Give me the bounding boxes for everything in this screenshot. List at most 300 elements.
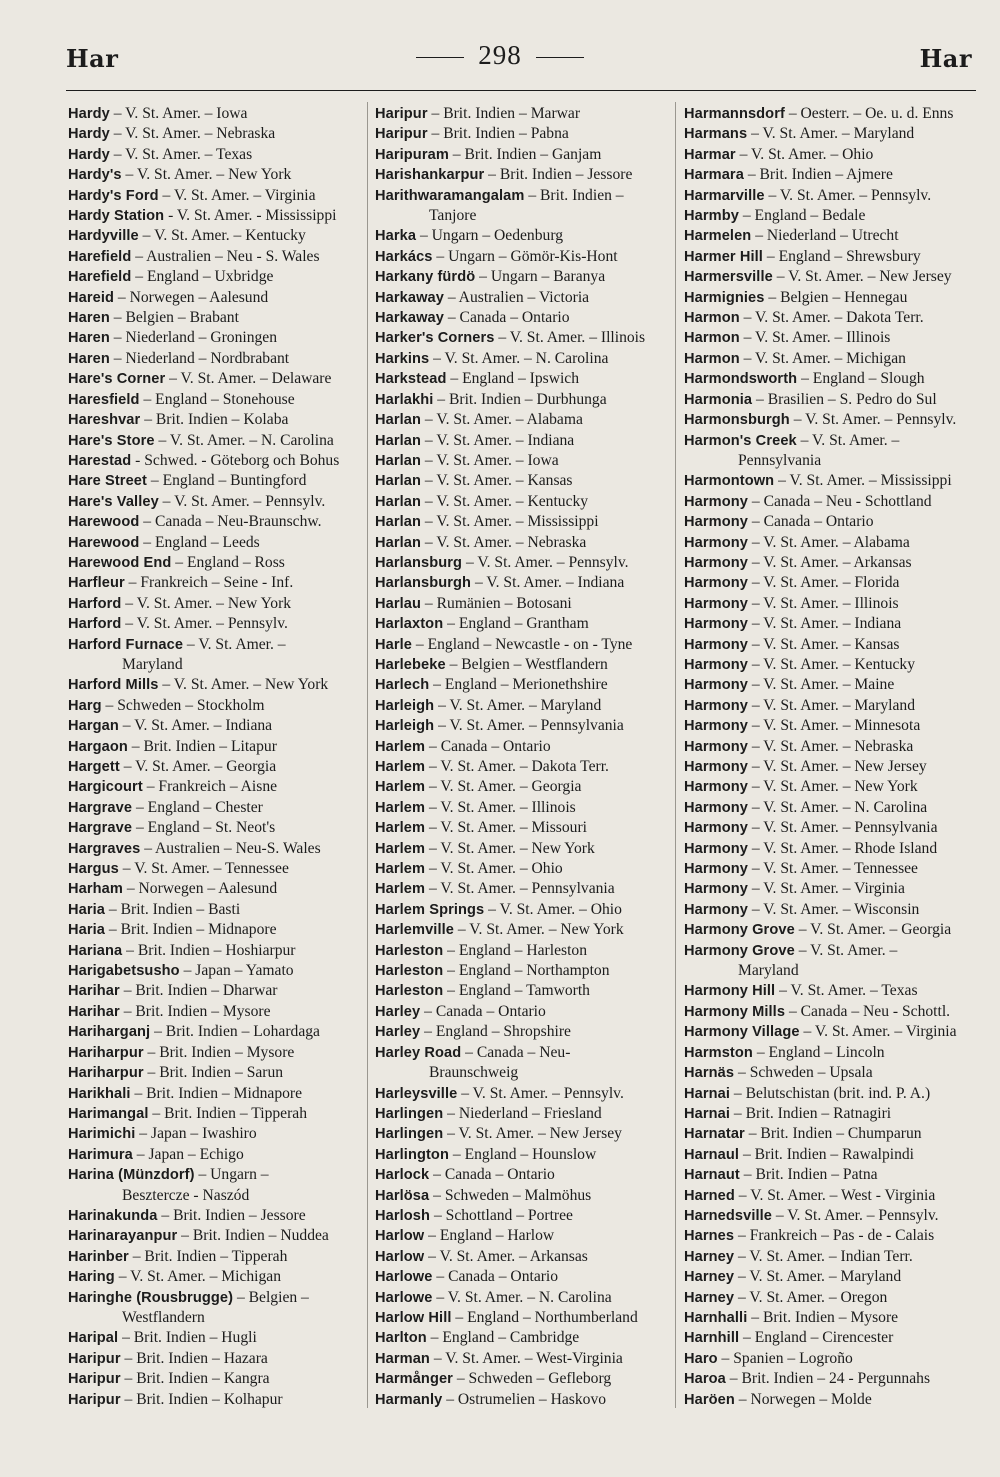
entry-headword: Haröen	[684, 1391, 735, 1408]
entry-description: – V. St. Amer. – Ohio	[484, 900, 622, 918]
entry-headword: Harmersville	[684, 269, 773, 286]
entry-description: – England – Northumberland	[451, 1308, 638, 1326]
gazetteer-entry	[375, 471, 673, 491]
entry-description: – Ungarn – Oedenburg	[416, 227, 564, 245]
entry-headword: Harlem	[375, 820, 426, 837]
entry-headword: Hare's Valley	[68, 493, 159, 510]
entry-headword: Haripuram	[375, 146, 449, 163]
entry-description: Braunschweig	[429, 1064, 519, 1082]
gazetteer-entry	[375, 1043, 673, 1063]
entry-headword: Harnhalli	[684, 1309, 748, 1326]
entry-headword: Harmony	[684, 861, 748, 878]
entry-headword: Harewood End	[68, 554, 172, 571]
entry-description: – Schweden – Gefleborg	[452, 1370, 612, 1388]
entry-description: – Brit. Indien – Ajmere	[743, 166, 893, 184]
gazetteer-entry	[684, 186, 976, 206]
entry-headword: Harikhali	[68, 1085, 131, 1102]
entry-headword: Harmony	[684, 677, 748, 694]
entry-continuation	[684, 961, 976, 981]
gazetteer-entry	[375, 941, 673, 961]
entry-description: – V. St. Amer. – Maine	[747, 676, 895, 694]
entry-continuation	[68, 1186, 366, 1206]
entry-description: – Brit. Indien – Midnapore	[130, 1084, 303, 1102]
entry-description: – V. St. Amer. – Minnesota	[747, 717, 921, 735]
entry-headword: Hargraves	[68, 840, 141, 857]
entry-headword: Harlock	[375, 1167, 430, 1184]
gazetteer-entry	[684, 1022, 976, 1042]
entry-headword: Haringhe (Rousbrugge)	[68, 1289, 234, 1306]
entry-headword: Harlow	[375, 1228, 425, 1245]
entry-headword: Harmony Grove	[684, 942, 795, 959]
entry-headword: Harmon	[684, 350, 740, 367]
gazetteer-entry	[375, 553, 673, 573]
gazetteer-entry	[68, 1124, 366, 1144]
gazetteer-entry	[375, 145, 673, 165]
gazetteer-entry	[375, 757, 673, 777]
entry-description: – Brit. Indien – Hazara	[120, 1349, 268, 1367]
entry-headword: Harefield	[68, 248, 132, 265]
gazetteer-entry	[375, 124, 673, 144]
gazetteer-entry	[375, 798, 673, 818]
gazetteer-entry	[68, 553, 366, 573]
gazetteer-entry	[375, 533, 673, 553]
entry-headword: Harlan	[375, 493, 422, 510]
entry-headword: Harfleur	[68, 575, 125, 592]
gazetteer-entry	[68, 288, 366, 308]
entry-description: – England – Merionethshire	[429, 676, 608, 694]
entry-continuation	[68, 1308, 366, 1328]
entry-description: – Brit. Indien – Ganjam	[448, 145, 602, 163]
entry-description: – V. St. Amer. –	[183, 635, 286, 653]
entry-description: – Brit. Indien – Sarun	[143, 1064, 284, 1082]
gazetteer-entry	[684, 145, 976, 165]
entry-description: – Canada – Ontario	[747, 513, 874, 531]
entry-description: – V. St. Amer. – Michigan	[739, 349, 906, 367]
entry-description: – England – Northampton	[443, 962, 610, 980]
entry-headword: Harkstead	[375, 371, 447, 388]
entry-description: – Brit. Indien – Tipperah	[148, 1104, 308, 1122]
gazetteer-entry	[68, 226, 366, 246]
entry-description: Maryland	[738, 962, 799, 980]
entry-description: – V. St. Amer. – Maryland	[434, 696, 602, 714]
entry-description: – England – Uxbridge	[131, 268, 274, 286]
entry-description: – V. St. Amer. – Tennessee	[118, 860, 289, 878]
gazetteer-entry	[375, 1022, 673, 1042]
entry-description: – V. St. Amer. – Pennsylv.	[772, 1206, 939, 1224]
entry-headword: Harnatar	[684, 1126, 745, 1143]
gazetteer-entry	[68, 349, 366, 369]
entry-headword: Harlan	[375, 514, 422, 531]
gazetteer-entry	[375, 675, 673, 695]
entry-description: – Brit. Indien – Litapur	[127, 737, 277, 755]
entry-description: – Brit. Indien – Kangra	[120, 1370, 270, 1388]
entry-description: – V. St. Amer. – Tennessee	[747, 860, 918, 878]
gazetteer-entry	[68, 696, 366, 716]
entry-description: – Canada – Neu - Schottl.	[785, 1002, 951, 1020]
entry-headword: Hargett	[68, 759, 120, 775]
gazetteer-entry	[68, 492, 366, 512]
entry-headword: Harmony	[684, 534, 748, 551]
entry-continuation	[68, 655, 366, 675]
gazetteer-entry	[68, 1226, 366, 1246]
gazetteer-entry	[68, 1145, 366, 1165]
entry-description: – Brit. Indien – Lohardaga	[150, 1023, 320, 1041]
entry-headword: Harnai	[684, 1085, 731, 1102]
gazetteer-entry	[375, 1267, 673, 1287]
entry-description: – V. St. Amer. – Oregon	[734, 1288, 888, 1306]
gazetteer-entry	[375, 104, 673, 124]
entry-headword: Harney	[684, 1269, 735, 1286]
gazetteer-entry	[68, 328, 366, 348]
entry-headword: Hardy	[68, 106, 110, 122]
entry-headword: Harmston	[684, 1044, 753, 1061]
entry-headword: Harlau	[375, 595, 422, 612]
entry-headword: Harlem	[375, 779, 426, 796]
entry-headword: Harlem	[375, 840, 426, 857]
entry-headword: Harford	[68, 595, 122, 612]
entry-headword: Harkaway	[375, 310, 444, 327]
entry-description: – V. St. Amer. – Maryland	[747, 125, 915, 143]
entry-headword: Harmony	[684, 595, 748, 612]
entry-description: – Brit. Indien – Chumparun	[744, 1125, 922, 1143]
entry-description: – Brit. Indien – Midnapore	[105, 921, 277, 939]
entry-description: – Ungarn – Baranya	[475, 268, 606, 286]
gazetteer-entry	[375, 818, 673, 838]
entry-headword: Harley Road	[375, 1044, 462, 1061]
entry-headword: Haresfield	[68, 391, 140, 408]
gazetteer-entry	[375, 390, 673, 410]
entry-headword: Harmony	[684, 554, 748, 571]
entry-headword: Harmarville	[684, 187, 765, 204]
entry-headword: Hardy	[68, 146, 110, 163]
gazetteer-entry	[68, 777, 366, 797]
entry-description: – V. St. Amer. – Dakota Terr.	[425, 758, 609, 775]
entry-headword: Haripal	[68, 1330, 119, 1347]
entry-description: – Frankreich – Seine - Inf.	[124, 574, 294, 592]
entry-headword: Harmony	[684, 636, 748, 653]
entry-description: – V. St. Amer. – Illinois	[739, 329, 891, 347]
entry-headword: Haripur	[375, 126, 428, 143]
entry-headword: Harnäs	[684, 1065, 735, 1082]
entry-headword: Harlech	[375, 677, 430, 694]
entry-headword: Harker's Corners	[375, 330, 495, 347]
entry-headword: Harlan	[375, 412, 422, 429]
entry-headword: Harmignies	[684, 289, 765, 306]
entry-description: – V. St. Amer. – Illinois	[425, 798, 576, 816]
entry-description: – V. St. Amer. – Iowa	[109, 105, 248, 122]
gazetteer-entry	[375, 737, 673, 757]
entry-headword: Hare Street	[68, 473, 147, 490]
gazetteer-entry	[68, 737, 366, 757]
entry-headword: Harlem	[375, 759, 426, 775]
gazetteer-entry	[684, 247, 976, 267]
gazetteer-entry	[375, 165, 673, 185]
entry-headword: Harmony Hill	[684, 983, 776, 1000]
gazetteer-entry	[375, 1104, 673, 1124]
entry-headword: Haripur	[68, 1391, 121, 1408]
entry-description: – V. St. Amer. – Kansas	[421, 472, 573, 490]
gazetteer-entry	[375, 900, 673, 920]
entry-headword: Harned	[684, 1187, 735, 1204]
entry-description: – Niederland – Nordbrabant	[109, 349, 290, 367]
entry-headword: Haring	[68, 1269, 115, 1286]
entry-headword: Harmony	[684, 493, 748, 510]
entry-description: – V. St. Amer. – Rhode Island	[747, 839, 938, 857]
gazetteer-entry	[68, 390, 366, 410]
entry-description: – Japan – Yamato	[179, 962, 294, 980]
entry-description: – Canada – Neu-	[461, 1043, 571, 1061]
gazetteer-entry	[68, 533, 366, 553]
entry-description: – Brit. Indien – Patna	[739, 1166, 878, 1184]
entry-description: – V. St. Amer. – N. Carolina	[429, 349, 609, 367]
entry-description: – Japan – Iwashiro	[135, 1125, 257, 1143]
gazetteer-entry	[375, 1165, 673, 1185]
entry-headword: Haripur	[68, 1371, 121, 1388]
gazetteer-entry	[375, 879, 673, 899]
gazetteer-entry	[684, 777, 976, 797]
entry-headword: Harmondsworth	[684, 371, 798, 388]
entry-headword: Harmon	[684, 330, 740, 347]
entry-description: – V. St. Amer. – Pennsylvania	[434, 717, 624, 735]
entry-headword: Harmontown	[684, 473, 775, 490]
entry-description: – Schweden – Stockholm	[101, 696, 265, 714]
entry-description: – V. St. Amer. – Delaware	[165, 370, 332, 388]
gazetteer-entry	[68, 124, 366, 144]
gazetteer-entry	[375, 492, 673, 512]
entry-description: – Brit. Indien – Pabna	[427, 125, 569, 143]
gazetteer-entry	[684, 308, 976, 328]
gazetteer-entry	[375, 1308, 673, 1328]
entry-headword: Harihar	[68, 983, 120, 1000]
entry-description: – Belgien – Westflandern	[445, 655, 608, 673]
entry-description: – V. St. Amer. – Pennsylv.	[764, 186, 932, 204]
entry-headword: Harmony	[684, 514, 748, 531]
entry-headword: Haripur	[375, 106, 428, 122]
entry-headword: Harley	[375, 1024, 421, 1041]
entry-description: – V. St. Amer. – Pennsylv.	[462, 553, 629, 571]
entry-description: – Brit. Indien – 24 - Pergunnahs	[725, 1370, 931, 1388]
entry-headword: Harinakunda	[68, 1207, 158, 1224]
gazetteer-entry	[68, 369, 366, 389]
gazetteer-entry	[684, 941, 976, 961]
entry-description: – V. St. Amer. – Nebraska	[747, 737, 914, 755]
entry-description: – V. St. Amer. – Illinois	[747, 594, 899, 612]
entry-description: – Brit. Indien – Tipperah	[128, 1247, 288, 1265]
running-head-right: Har	[919, 44, 972, 73]
entry-description: – V. St. Amer. – Indiana	[471, 574, 625, 592]
entry-headword: Harmon	[684, 310, 740, 327]
gazetteer-entry	[684, 635, 976, 655]
entry-description: – Brit. Indien – Hoshiarpur	[122, 941, 296, 959]
entry-description: – Norwegen – Aalesund	[122, 880, 278, 898]
entry-description: – V. St. Amer. – Indiana	[747, 615, 902, 633]
gazetteer-entry	[68, 1084, 366, 1104]
gazetteer-entry	[68, 1267, 366, 1287]
gazetteer-entry	[684, 675, 976, 695]
entry-description: – V. St. Amer. – Illinois	[494, 329, 646, 347]
entry-headword: Harmony	[684, 779, 748, 796]
entry-headword: Harg	[68, 697, 102, 714]
entry-headword: Haroa	[684, 1371, 726, 1388]
entry-description: – England – Ross	[171, 553, 285, 571]
entry-description: - Schwed. - Göteborg och Bohus	[131, 451, 340, 469]
entry-headword: Harmby	[684, 208, 739, 225]
gazetteer-entry	[68, 594, 366, 614]
entry-description: – Brit. Indien – Marwar	[427, 105, 581, 122]
gazetteer-entry	[68, 798, 366, 818]
gazetteer-entry	[684, 1002, 976, 1022]
gazetteer-entry	[684, 920, 976, 940]
gazetteer-entry	[68, 145, 366, 165]
gazetteer-entry	[684, 1063, 976, 1083]
gazetteer-entry	[684, 492, 976, 512]
gazetteer-entry	[375, 410, 673, 430]
gazetteer-entry	[375, 1226, 673, 1246]
gazetteer-entry	[375, 839, 673, 859]
entry-description: – V. St. Amer. – Pennsylv.	[789, 411, 957, 429]
entry-headword: Harkaway	[375, 289, 444, 306]
entry-headword: Harlan	[375, 432, 422, 449]
entry-description: – V. St. Amer. – Virginia	[747, 880, 905, 898]
entry-description: – V. St. Amer. – Maryland	[734, 1268, 902, 1286]
entry-description: – Canada – Ontario	[443, 309, 570, 327]
entry-description: – Oesterr. – Oe. u. d. Enns	[784, 105, 954, 122]
entry-headword: Harimichi	[68, 1126, 136, 1143]
entry-description: – V. St. Amer. – Mississippi	[421, 513, 599, 531]
entry-description: – V. St. Amer. – West-Virginia	[429, 1349, 623, 1367]
entry-description: – England – Shropshire	[420, 1023, 571, 1041]
gazetteer-entry	[375, 349, 673, 369]
entry-description: – V. St. Amer. – New York	[425, 839, 595, 857]
gazetteer-entry	[684, 1145, 976, 1165]
gazetteer-entry	[68, 900, 366, 920]
entry-description: – V. St. Amer. – New Jersey	[443, 1125, 622, 1143]
entry-description: – V. St. Amer. – Georgia	[794, 921, 952, 939]
gazetteer-entry	[68, 1390, 366, 1410]
entry-headword: Haren	[68, 350, 110, 367]
gazetteer-entry	[684, 859, 976, 879]
gazetteer-entry	[68, 1206, 366, 1226]
gazetteer-entry	[68, 471, 366, 491]
entry-description: – Belgien – Brabant	[109, 309, 239, 327]
entry-description: – Norwegen – Molde	[734, 1390, 872, 1408]
gazetteer-entry	[684, 369, 976, 389]
gazetteer-entry	[68, 1002, 366, 1022]
gazetteer-entry	[684, 1043, 976, 1063]
entry-headword: Harlan	[375, 473, 422, 490]
gazetteer-entry	[375, 1124, 673, 1144]
gazetteer-entry	[68, 1349, 366, 1369]
gazetteer-entry	[68, 879, 366, 899]
entry-headword: Harkács	[375, 248, 433, 265]
entry-description: – V. St. Amer. – Kentucky	[421, 492, 589, 510]
entry-headword: Hare's Store	[68, 432, 155, 449]
entry-headword: Harlansburgh	[375, 575, 472, 592]
entry-description: – V. St. Amer. – Kentucky	[747, 655, 916, 673]
gazetteer-entry	[375, 1349, 673, 1369]
gazetteer-entry	[68, 635, 366, 655]
gazetteer-entry	[684, 1390, 976, 1410]
gazetteer-entry	[684, 1288, 976, 1308]
entry-headword: Hardyville	[68, 228, 139, 245]
entry-description: – V. St. Amer. – Michigan	[114, 1268, 282, 1286]
gazetteer-entry	[684, 1328, 976, 1348]
gazetteer-entry	[684, 696, 976, 716]
entry-headword: Harleston	[375, 963, 444, 980]
entry-description: – England – Tamworth	[443, 982, 590, 1000]
entry-headword: Haren	[68, 310, 110, 327]
gazetteer-entry	[684, 1165, 976, 1185]
entry-description: – V. St. Amer. – Texas	[775, 982, 918, 1000]
entry-headword: Hare's Corner	[68, 371, 166, 388]
gazetteer-entry	[684, 573, 976, 593]
entry-headword: Harnhill	[684, 1330, 740, 1347]
entry-headword: Harmer Hill	[684, 248, 763, 265]
entry-column-1	[68, 104, 366, 1410]
entry-description: – Brit. Indien – Hugli	[118, 1329, 257, 1347]
gazetteer-entry	[68, 1043, 366, 1063]
entry-description: – Brit. Indien –	[524, 186, 624, 204]
gazetteer-entry	[684, 124, 976, 144]
gazetteer-entry	[68, 839, 366, 859]
gazetteer-entry	[68, 716, 366, 736]
entry-description: – V. St. Amer. – Nebraska	[109, 125, 276, 143]
gazetteer-entry	[684, 981, 976, 1001]
entry-description: – V. St. Amer. – Pennsylvania	[747, 819, 938, 837]
entry-headword: Harkins	[375, 350, 430, 367]
entry-headword: Harmony Mills	[684, 1003, 786, 1020]
entry-headword: Harford	[68, 616, 122, 633]
gazetteer-entry	[684, 431, 976, 451]
entry-description: – V. St. Amer. – New Jersey	[772, 268, 952, 286]
gazetteer-entry	[684, 553, 976, 573]
entry-description: Westflandern	[122, 1308, 205, 1326]
entry-headword: Harmony	[684, 799, 748, 816]
entry-description: – Canada – Ontario	[425, 737, 551, 755]
gazetteer-entry	[375, 1390, 673, 1410]
entry-description: – Brit. Indien – Dharwar	[119, 982, 278, 1000]
gazetteer-entry	[684, 267, 976, 287]
entry-description: – England – Harleston	[443, 941, 587, 959]
gazetteer-entry	[375, 961, 673, 981]
entry-headword: Harmonsburgh	[684, 412, 790, 429]
entry-description: – England – Hounslow	[448, 1145, 597, 1163]
gazetteer-entry	[375, 777, 673, 797]
gazetteer-entry	[375, 1328, 673, 1348]
entry-headword: Harleston	[375, 942, 444, 959]
entry-description: – V. St. Amer. – N. Carolina	[432, 1288, 612, 1306]
gazetteer-entry	[375, 186, 673, 206]
entry-description: – Canada – Ontario	[420, 1002, 546, 1020]
gazetteer-entry	[684, 1104, 976, 1124]
entry-headword: Hardy's Ford	[68, 187, 159, 204]
gazetteer-entry	[684, 818, 976, 838]
entry-description: – England – Bedale	[738, 207, 866, 225]
entry-headword: Harmony	[684, 616, 748, 633]
entry-description: – V. St. Amer. – Nebraska	[421, 533, 587, 551]
entry-headword: Harishankarpur	[375, 167, 485, 184]
entry-description: – Brit. Indien – Kolaba	[140, 411, 289, 429]
entry-description: – V. St. Amer. – New York	[158, 676, 329, 694]
entry-headword: Hareshvar	[68, 412, 141, 429]
gazetteer-entry	[684, 512, 976, 532]
entry-description: – Ungarn –	[194, 1166, 269, 1184]
entry-description: – Canada – Neu-Braunschw.	[139, 513, 322, 531]
entry-headword: Harmony	[684, 840, 748, 857]
entry-description: – Canada – Ontario	[429, 1166, 555, 1184]
entry-description: – V. St. Amer. – Pennsylv.	[457, 1084, 624, 1102]
header-rule	[66, 90, 976, 91]
